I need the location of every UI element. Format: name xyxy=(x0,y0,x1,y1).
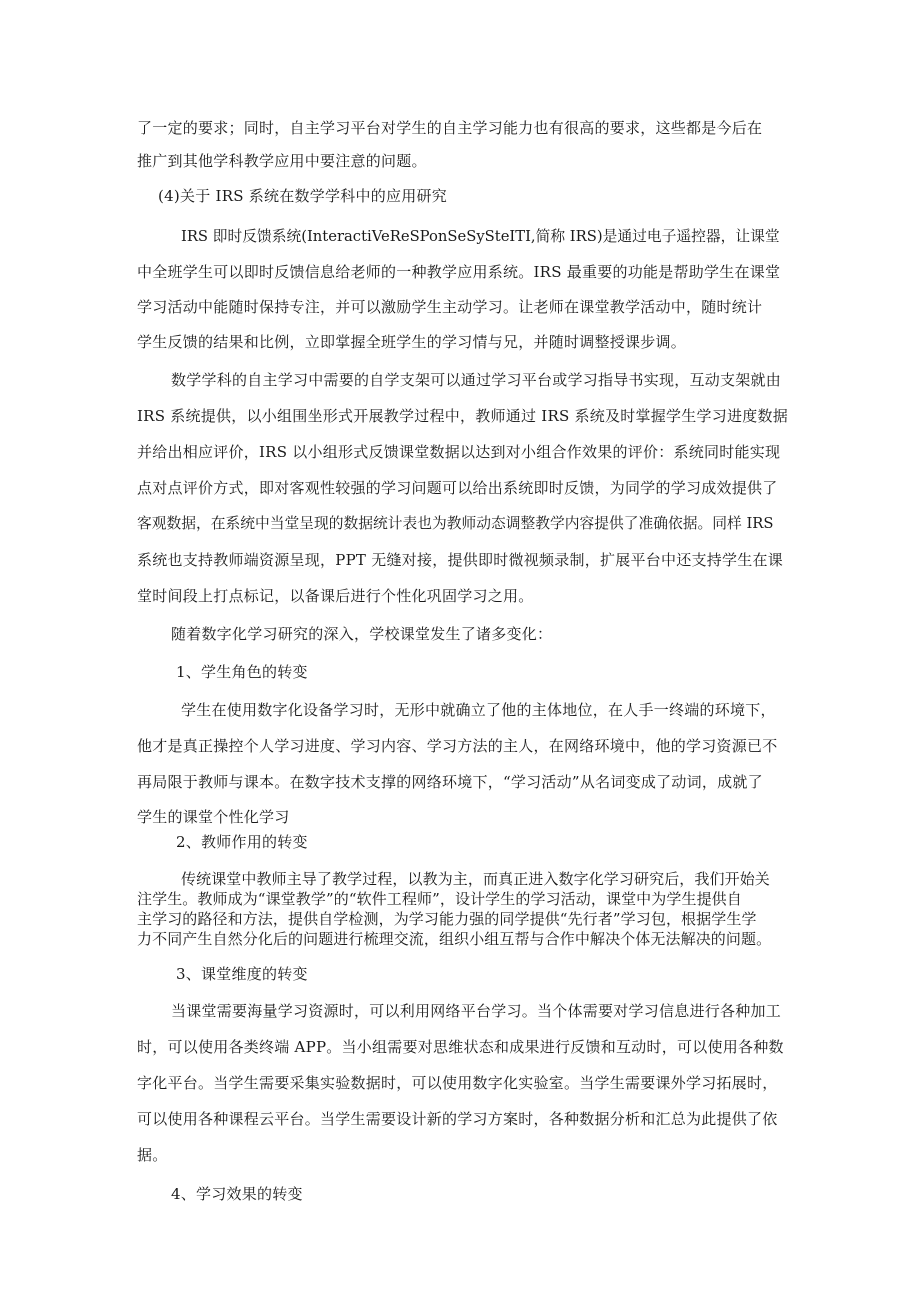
section-heading: (4)关于 IRS 系统在数学学科中的应用研究 xyxy=(158,187,448,205)
paragraph-line: 中全班学生可以即时反馈信息给老师的一种教学应用系统。IRS 最重要的功能是帮助学生在课堂 xyxy=(137,263,781,281)
paragraph-line: 客观数据，在系统中当堂呈现的数据统计表也为教师动态调整教学内容提供了准确依据。同样 IRS xyxy=(137,515,774,532)
subsection-heading: 2、教师作用的转变 xyxy=(176,833,308,851)
paragraph-line: 随着数字化学习研究的深入，学校课堂发生了诸多变化： xyxy=(171,625,553,643)
paragraph-line: 学生反馈的结果和比例，立即掌握全班学生的学习情与兄，并随时调整授课步调。 xyxy=(137,333,687,351)
paragraph-line: IRS 系统提供，以小组围坐形式开展教学过程中，教师通过 IRS 系统及时掌握学生学习进度数据 xyxy=(137,407,789,425)
paragraph-line: 堂时间段上打点标记，以备课后进行个性化巩固学习之用。 xyxy=(137,587,534,605)
paragraph-line: 当课堂需要海量学习资源时，可以利用网络平台学习。当个体需要对学习信息进行各种加工 xyxy=(171,1002,782,1020)
paragraph-line: 传统课堂中教师主导了教学过程，以教为主，而真正进入数字化学习研究后，我们开始关 xyxy=(181,870,770,888)
paragraph-line: 了一定的要求；同时，自主学习平台对学生的自主学习能力也有很高的要求，这些都是今后在 xyxy=(137,119,763,137)
paragraph-line: 他才是真正操控个人学习进度、学习内容、学习方法的主人，在网络环境中，他的学习资源已不 xyxy=(137,737,778,755)
subsection-heading: 4、学习效果的转变 xyxy=(171,1185,303,1203)
subsection-heading: 1、学生角色的转变 xyxy=(176,663,308,681)
paragraph-line: 注学生。教师成为“课堂教学”的“软件工程师”，设计学生的学习活动，课堂中为学生提供自 xyxy=(137,890,742,908)
paragraph-line: 系统也支持教师端资源呈现，PPT 无缝对接，提供即时微视频录制，扩展平台中还支持学生在课 xyxy=(137,551,783,569)
paragraph-line: 学生在使用数字化设备学习时，无形中就确立了他的主体地位，在人手一终端的环境下， xyxy=(181,701,776,719)
paragraph-line: 学习活动中能随时保持专注，并可以激励学生主动学习。让老师在课堂教学活动中，随时统计 xyxy=(137,298,763,316)
paragraph-line: 学生的课堂个性化学习 xyxy=(137,808,290,826)
paragraph-line: 并给出相应评价，IRS 以小组形式反馈课堂数据以达到对小组合作效果的评价：系统同时能实现 xyxy=(137,443,781,461)
paragraph-line: 点对点评价方式，即对客观性较强的学习问题可以给出系统即时反馈，为同学的学习成效提供了 xyxy=(137,479,778,497)
paragraph-line: 推广到其他学科教学应用中要注意的问题。 xyxy=(137,152,427,170)
subsection-heading: 3、课堂维度的转变 xyxy=(176,965,308,983)
paragraph-line: IRS 即时反馈系统(InteractiVeReSPonSeSySteITI,简称 IRS)是通过电子遥控器，让课堂 xyxy=(181,228,780,245)
paragraph-line: 再局限于教师与课本。在数字技术支撑的网络环境下，“学习活动”从名词变成了动词，成就了 xyxy=(137,773,763,791)
paragraph-line: 力不同产生自然分化后的问题进行梳理交流，组织小组互帮与合作中解决个体无法解决的问题。 xyxy=(137,930,772,948)
paragraph-line: 数学学科的自主学习中需要的自学支架可以通过学习平台或学习指导书实现，互动支架就由 xyxy=(171,371,782,389)
paragraph-line: 字化平台。当学生需要采集实验数据时，可以使用数字化实验室。当学生需要课外学习拓展时， xyxy=(137,1074,778,1092)
paragraph-line: 主学习的路径和方法，提供自学检测，为学习能力强的同学提供“先行者”学习包，根据学生学 xyxy=(137,910,757,928)
paragraph-line: 据。 xyxy=(137,1146,168,1164)
paragraph-line: 时，可以使用各类终端 APP。当小组需要对思维状态和成果进行反馈和互动时，可以使用各种数 xyxy=(137,1038,784,1056)
paragraph-line: 可以使用各种课程云平台。当学生需要设计新的学习方案时，各种数据分析和汇总为此提供了依 xyxy=(137,1110,778,1128)
